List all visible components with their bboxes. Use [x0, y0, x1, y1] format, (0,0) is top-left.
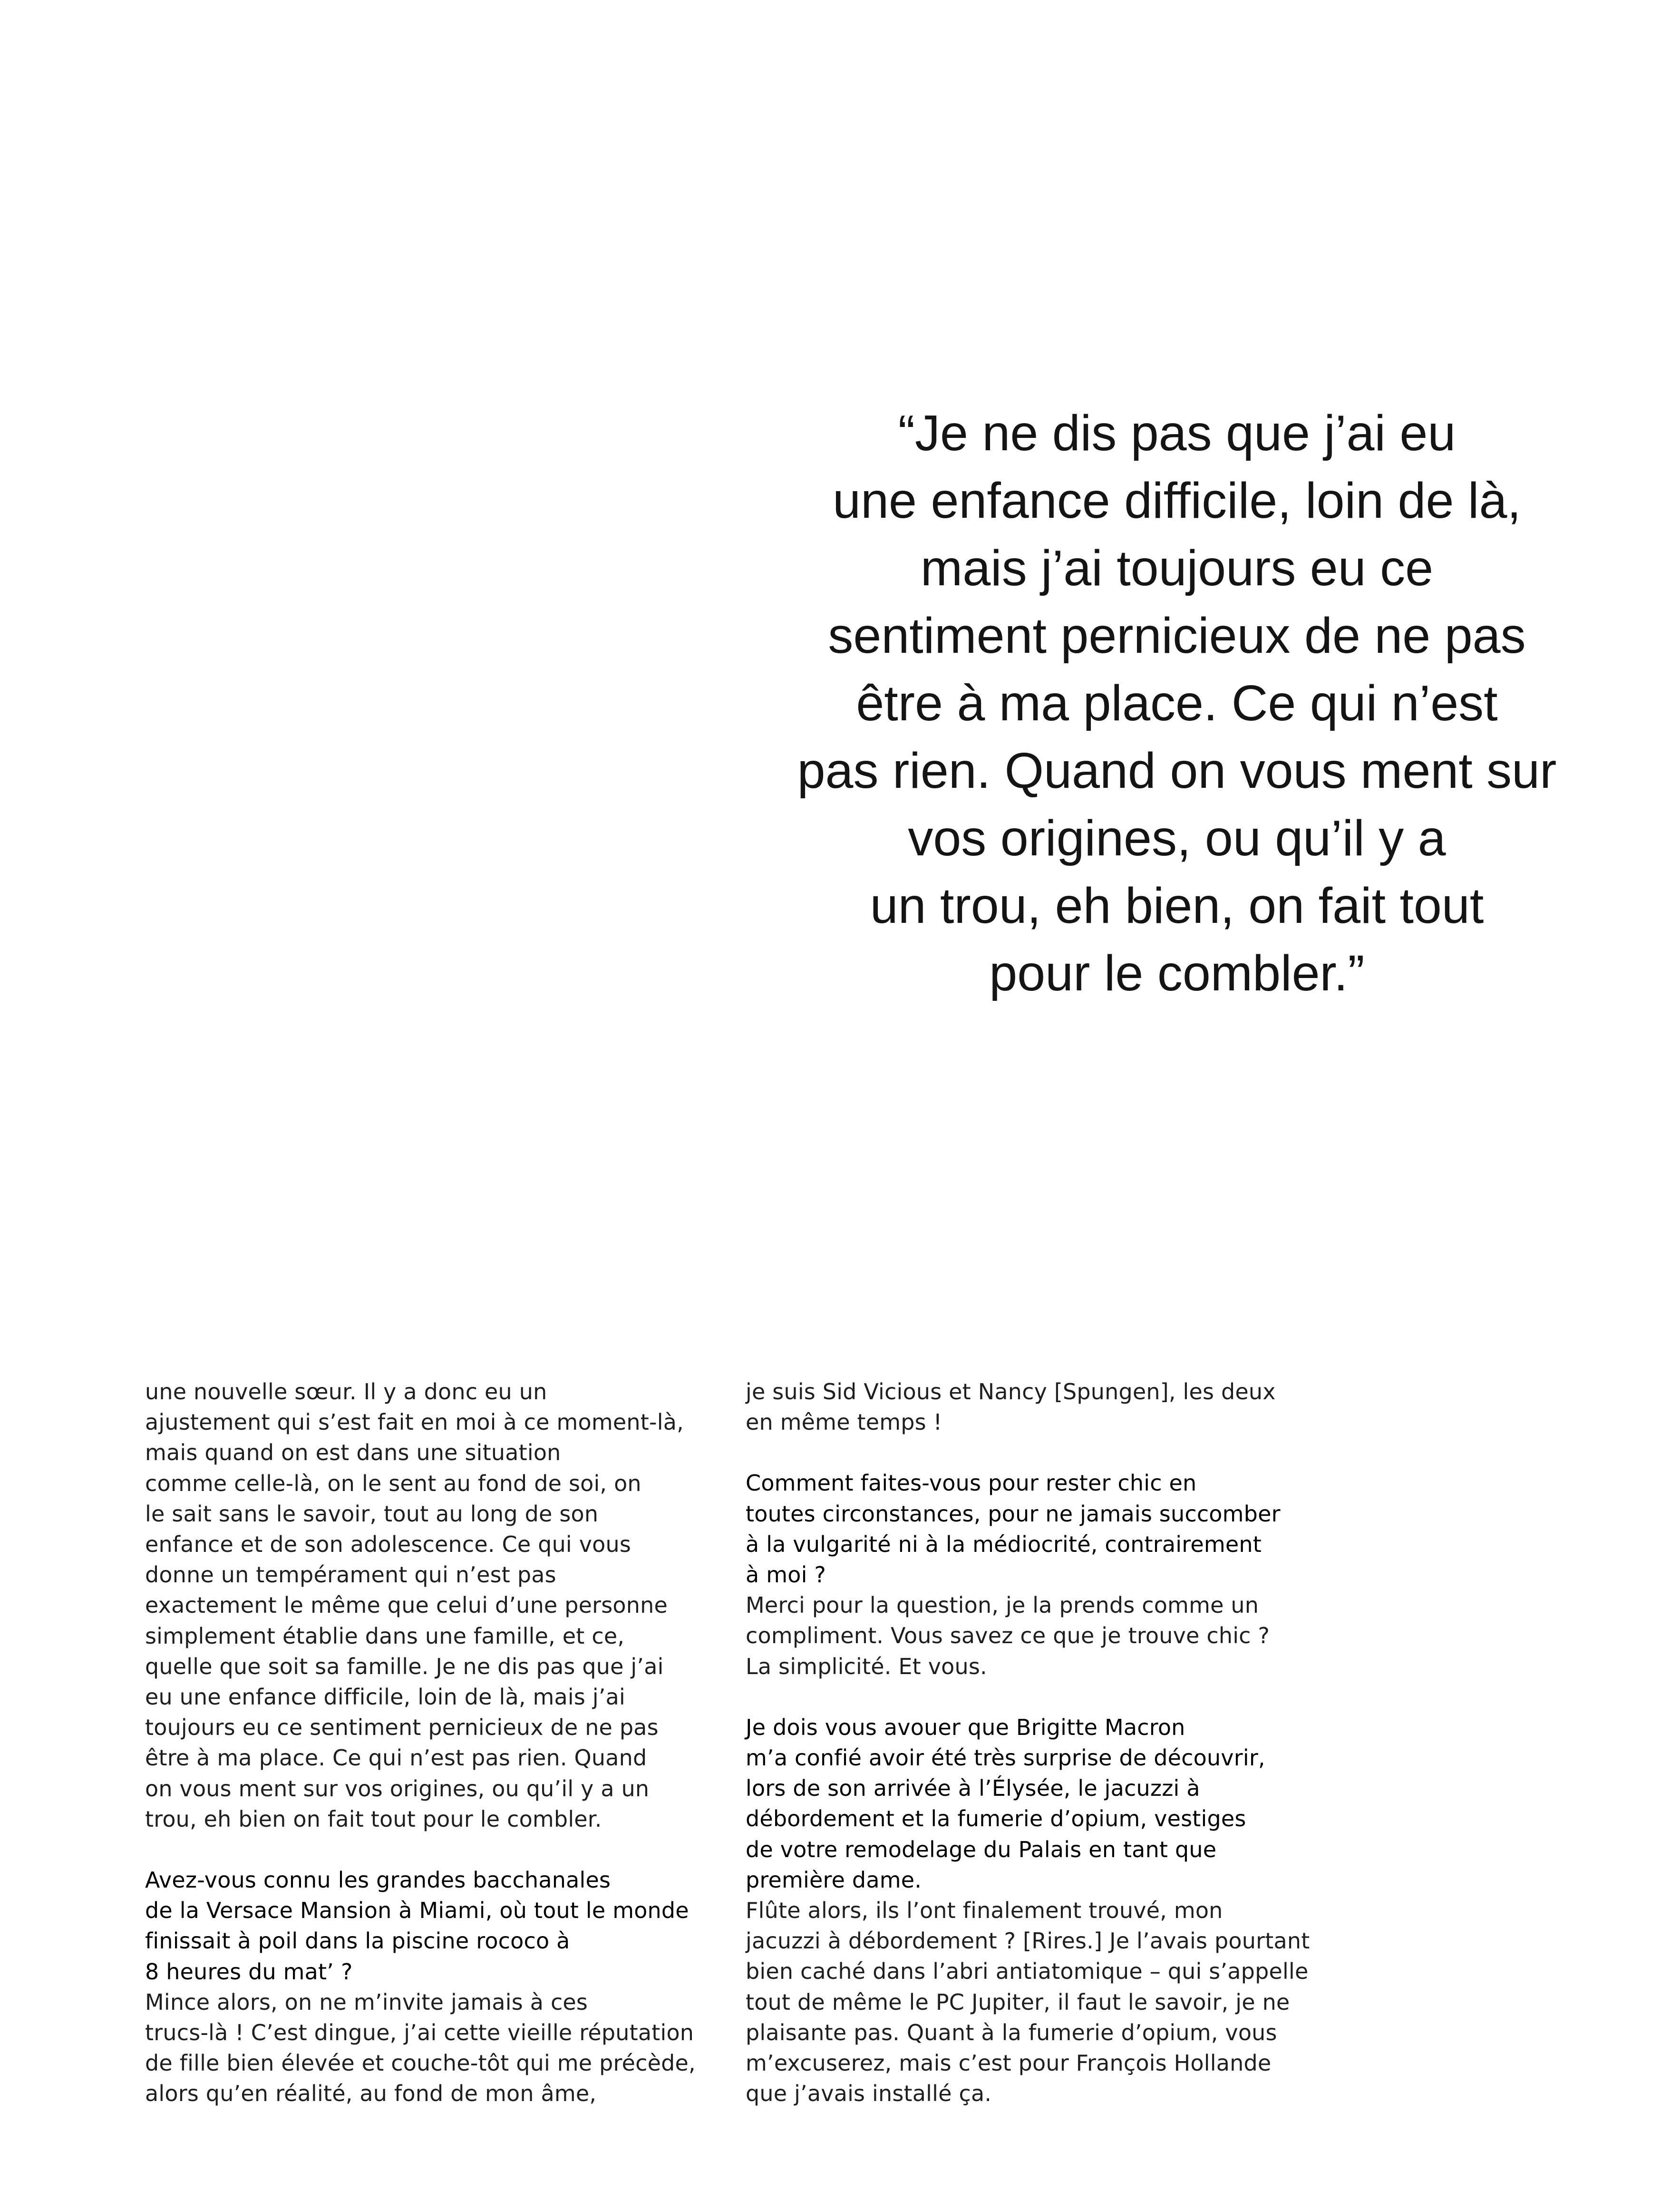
interview-question	[746, 1712, 1330, 1895]
pull-quote-line: sentiment pernicieux de ne pas	[828, 608, 1526, 664]
question-line: Je dois vous avouer que Brigitte Macron	[746, 1714, 1185, 1740]
text-line: donne un tempérament qui n’est pas	[145, 1562, 556, 1588]
text-line: mais quand on est dans une situation	[145, 1440, 561, 1466]
interview-question	[145, 1865, 730, 1987]
answer-continued	[746, 1376, 1330, 1437]
question-line: première dame.	[746, 1867, 922, 1893]
text-line: que j’avais installé ça.	[746, 2081, 992, 2107]
paragraph-gap	[145, 1834, 730, 1865]
text-line: en même temps !	[746, 1409, 942, 1435]
interview-question	[746, 1468, 1330, 1590]
text-line: trou, eh bien on fait tout pour le combler.	[145, 1806, 602, 1832]
pull-quote-line: être à ma place. Ce qui n’est	[856, 675, 1498, 731]
text-line: ajustement qui s’est fait en moi à ce moment-là,	[145, 1409, 684, 1435]
text-line: quelle que soit sa famille. Je ne dis pas que j’ai	[145, 1653, 664, 1679]
text-line: Merci pour la question, je la prends comme un	[746, 1592, 1259, 1618]
pull-quote-line: mais j’ai toujours eu ce	[920, 540, 1434, 596]
text-line: eu une enfance difficile, loin de là, mais j’ai	[145, 1684, 626, 1710]
question-line: m’a confié avoir été très surprise de découvrir,	[746, 1745, 1265, 1771]
text-line: jacuzzi à débordement ? [Rires.] Je l’avais pourtant	[746, 1928, 1310, 1954]
question-line: Comment faites-vous pour rester chic en	[746, 1470, 1197, 1496]
question-line: 8 heures du mat’ ?	[145, 1958, 353, 1985]
text-line: être à ma place. Ce qui n’est pas rien. Quand	[145, 1745, 647, 1771]
pull-quote-line: pour le combler.”	[989, 945, 1365, 1001]
interview-answer	[746, 1895, 1330, 2109]
text-line: La simplicité. Et vous.	[746, 1653, 987, 1679]
text-line: alors qu’en réalité, au fond de mon âme,	[145, 2081, 597, 2107]
interview-answer	[746, 1590, 1330, 1682]
text-line: bien caché dans l’abri antiatomique – qui s’appelle	[746, 1958, 1309, 1985]
question-line: à moi ?	[746, 1562, 826, 1588]
left-column	[145, 1376, 730, 2109]
text-line: de fille bien élevée et couche-tôt qui me précède,	[145, 2050, 696, 2076]
pull-quote-line: une enfance difficile, loin de là,	[833, 473, 1521, 529]
text-line: plaisante pas. Quant à la fumerie d’opium, vous	[746, 2019, 1277, 2045]
question-line: finissait à poil dans la piscine rococo à	[145, 1928, 570, 1954]
text-line: m’excuserez, mais c’est pour François Hollande	[746, 2050, 1272, 2076]
text-line: toujours eu ce sentiment pernicieux de ne pas	[145, 1714, 659, 1741]
pull-quote-line: vos origines, ou qu’il y a	[908, 810, 1446, 866]
right-column	[746, 1376, 1330, 2109]
text-line: enfance et de son adolescence. Ce qui vous	[145, 1531, 631, 1558]
pull-quote-line: pas rien. Quand on vous ment sur	[797, 743, 1557, 799]
question-line: Avez-vous connu les grandes bacchanales	[145, 1867, 611, 1893]
text-line: compliment. Vous savez ce que je trouve chic ?	[746, 1623, 1270, 1649]
text-line: Flûte alors, ils l’ont finalement trouvé, mon	[746, 1898, 1223, 1924]
text-line: exactement le même que celui d’une personne	[145, 1592, 668, 1618]
answer-continued	[145, 1376, 730, 1834]
pull-quote	[742, 399, 1612, 1007]
pull-quote-line: un trou, eh bien, on fait tout	[870, 878, 1484, 934]
text-line: Mince alors, on ne m’invite jamais à ces	[145, 1989, 588, 2015]
text-line: trucs-là ! C’est dingue, j’ai cette vieille réputation	[145, 2020, 694, 2046]
interview-answer	[145, 1987, 730, 2109]
text-line: tout de même le PC Jupiter, il faut le savoir, je ne	[746, 1989, 1290, 2015]
text-line: simplement établie dans une famille, et ce,	[145, 1623, 625, 1649]
text-line: je suis Sid Vicious et Nancy [Spungen], les deux	[746, 1379, 1276, 1404]
question-line: lors de son arrivée à l’Élysée, le jacuzzi à	[746, 1775, 1200, 1802]
text-line: on vous ment sur vos origines, ou qu’il y a un	[145, 1775, 650, 1802]
question-line: débordement et la fumerie d’opium, vestiges	[746, 1806, 1246, 1832]
text-line: le sait sans le savoir, tout au long de son	[145, 1501, 599, 1527]
question-line: toutes circonstances, pour ne jamais succomber	[746, 1501, 1281, 1527]
question-line: de la Versace Mansion à Miami, où tout le monde	[145, 1898, 689, 1924]
text-line: une nouvelle sœur. Il y a donc eu un	[145, 1379, 547, 1404]
paragraph-gap	[746, 1437, 1330, 1468]
text-line: comme celle-là, on le sent au fond de soi, on	[145, 1470, 641, 1496]
question-line: de votre remodelage du Palais en tant que	[746, 1836, 1217, 1862]
paragraph-gap	[746, 1682, 1330, 1712]
question-line: à la vulgarité ni à la médiocrité, contrairement	[746, 1531, 1262, 1557]
pull-quote-line: “Je ne dis pas que j’ai eu	[898, 405, 1456, 461]
